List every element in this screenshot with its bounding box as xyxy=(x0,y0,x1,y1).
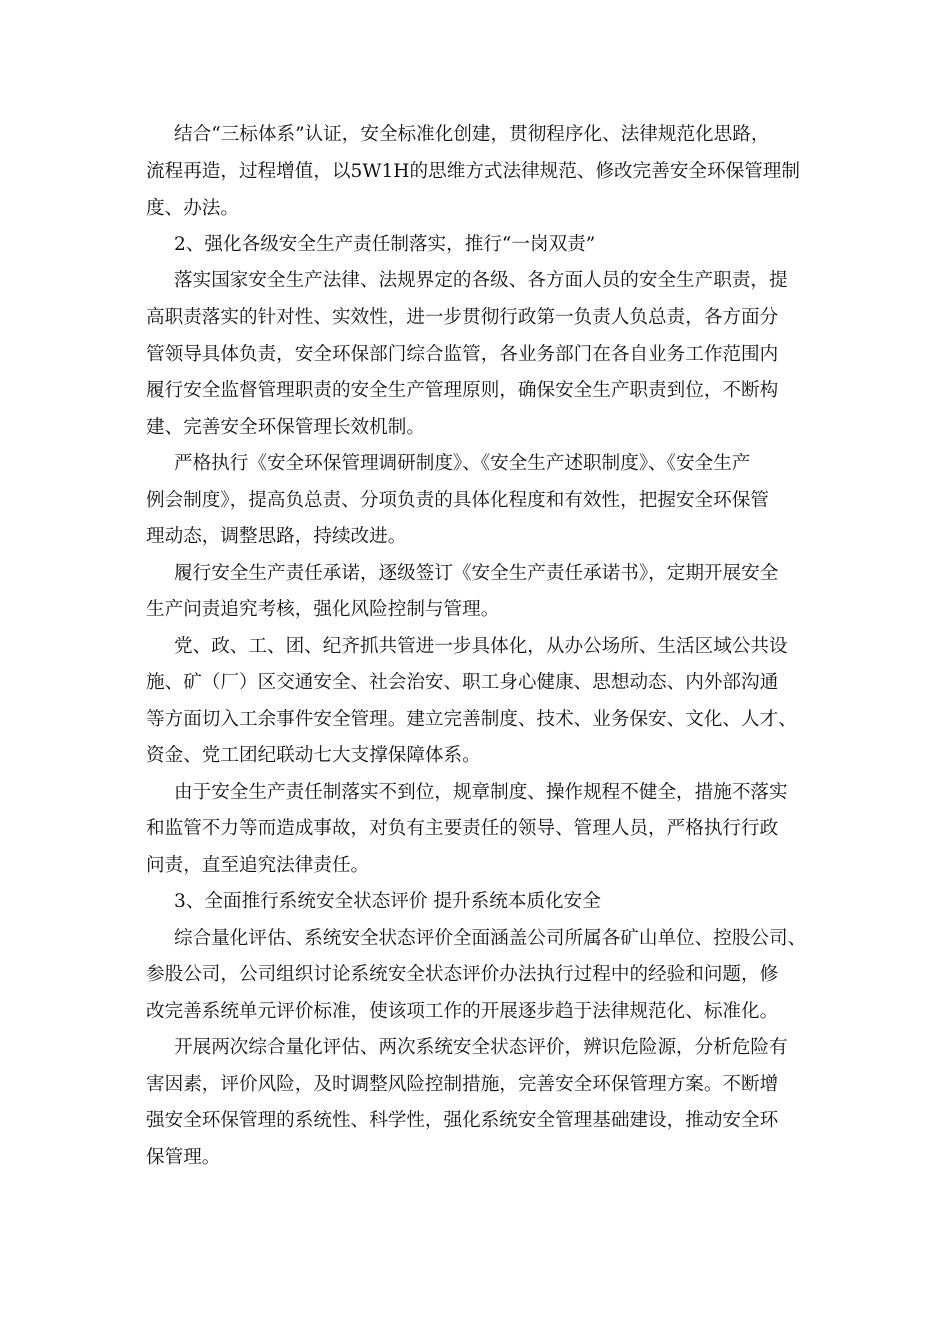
text-line: 生产问责追究考核，强化风险控制与管理。 xyxy=(146,599,500,620)
text-line: 综合量化评估、系统安全状态评价全面涵盖公司所属各矿山单位、控股公司、 xyxy=(174,928,807,949)
text-line: 由于安全生产责任制落实不到位，规章制度、操作规程不健全，措施不落实 xyxy=(174,782,788,803)
section-heading: 2、强化各级安全生产责任制落实，推行“一岗双责” xyxy=(174,234,596,255)
text-line: 改完善系统单元评价标准，使该项工作的开展逐步趋于法律规范化、标准化。 xyxy=(146,1001,779,1022)
text-line: 理动态，调整思路，持续改进。 xyxy=(146,526,407,547)
text-line: 度、办法。 xyxy=(146,198,239,219)
text-line: 高职责落实的针对性、实效性，进一步贯彻行政第一负责人负总责，各方面分 xyxy=(146,307,779,328)
text-line: 问责，直至追究法律责任。 xyxy=(146,855,370,876)
text-line: 强安全环保管理的系统性、科学性，强化系统安全管理基础建设，推动安全环 xyxy=(146,1110,779,1131)
text-line: 严格执行《安全环保管理调研制度》、《安全生产述职制度》、《安全生产 xyxy=(174,453,751,474)
text-line: 开展两次综合量化评估、两次系统安全状态评价，辨识危险源，分析危险有 xyxy=(174,1037,788,1058)
text-line: 管领导具体负责，安全环保部门综合监管，各业务部门在各自业务工作范围内 xyxy=(146,344,779,365)
text-line: 履行安全生产责任承诺，逐级签订《安全生产责任承诺书》，定期开展安全 xyxy=(174,563,779,584)
text-line: 和监管不力等而造成事故，对负有主要责任的领导、管理人员，严格执行行政 xyxy=(146,818,779,839)
text-line: 落实国家安全生产法律、法规界定的各级、各方面人员的安全生产职责，提 xyxy=(174,270,788,291)
text-line: 害因素，评价风险，及时调整风险控制措施，完善安全环保管理方案。不断增 xyxy=(146,1074,779,1095)
text-line: 等方面切入工余事件安全管理。建立完善制度、技术、业务保安、文化、人才、 xyxy=(146,709,797,730)
text-line: 施、矿（厂）区交通安全、社会治安、职工身心健康、思想动态、内外部沟通 xyxy=(146,672,779,693)
text-line: 参股公司，公司组织讨论系统安全状态评价办法执行过程中的经验和问题，修 xyxy=(146,964,779,985)
text-line: 例会制度》，提高负总责、分项负责的具体化程度和有效性，把握安全环保管 xyxy=(146,490,769,511)
section-heading: 3、全面推行系统安全状态评价 提升系统本质化安全 xyxy=(174,891,601,912)
text-line: 结合“三标体系”认证，安全标准化创建，贯彻程序化、法律规范化思路， xyxy=(174,124,770,145)
text-line: 履行安全监督管理职责的安全生产管理原则，确保安全生产职责到位，不断构 xyxy=(146,380,779,401)
text-line: 建、完善安全环保管理长效机制。 xyxy=(146,417,425,438)
text-line: 党、政、工、团、纪齐抓共管进一步具体化，从办公场所、生活区域公共设 xyxy=(174,636,788,657)
text-line: 资金、党工团纪联动七大支撑保障体系。 xyxy=(146,745,481,766)
text-line: 流程再造，过程增值，以5W1H的思维方式法律规范、修改完善安全环保管理制 xyxy=(146,161,800,182)
text-line: 保管理。 xyxy=(146,1147,221,1168)
